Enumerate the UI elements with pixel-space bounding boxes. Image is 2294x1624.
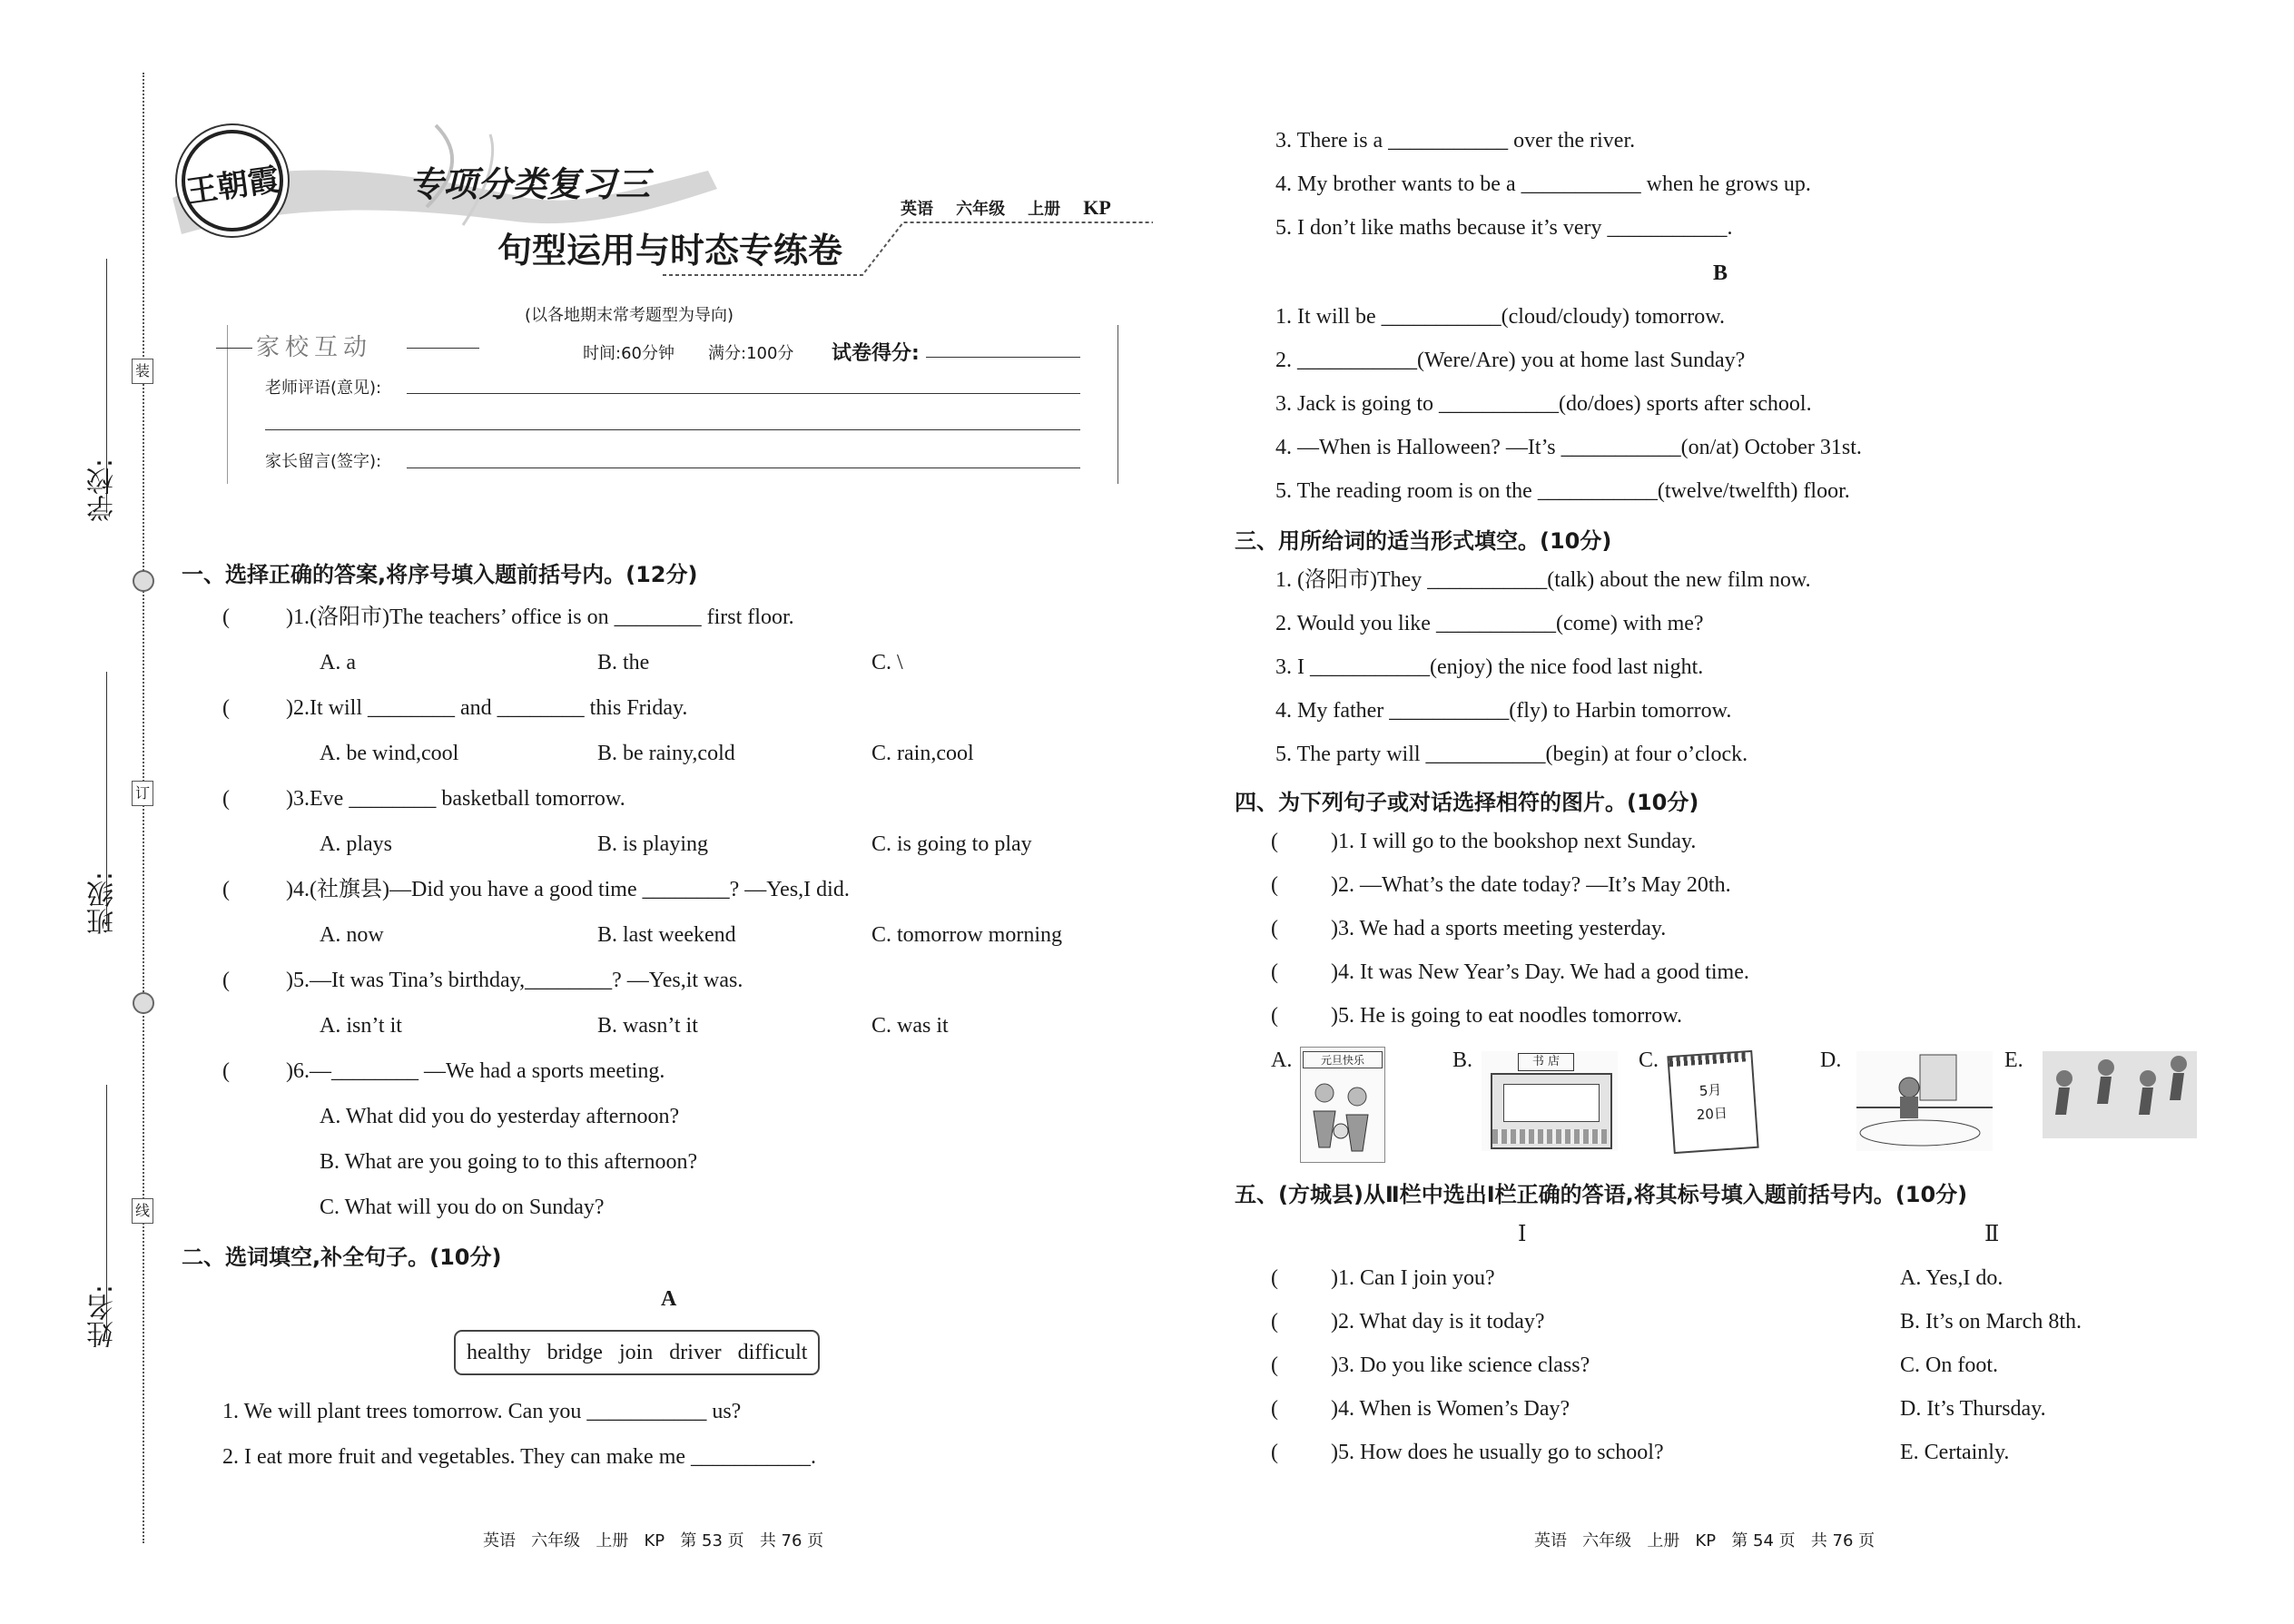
s2a-item-5: 5. I don’t like maths because it’s very ___________. xyxy=(1275,216,1733,240)
tag-subject: 英语 xyxy=(901,200,933,219)
deco-line xyxy=(407,348,479,349)
binding-char-2: 订 xyxy=(132,781,153,806)
answer-paren[interactable]: ( xyxy=(1271,1310,1278,1334)
binding-char-3: 线 xyxy=(132,1198,153,1224)
tag-edition: KP xyxy=(1083,196,1111,219)
s1-q6-option-c: C. What will you do on Sunday? xyxy=(320,1196,605,1219)
answer-paren[interactable]: ( xyxy=(1271,960,1278,984)
s3-item-2: 2. Would you like ___________(come) with me? xyxy=(1275,612,1704,635)
s5-question-1: ( )1. Can I join you? xyxy=(1271,1266,1495,1290)
s4-item-5: ( )5. He is going to eat noodles tomorrow. xyxy=(1271,1004,1683,1028)
s1-q3-option-b: B. is playing xyxy=(597,832,709,856)
section2-heading: 二、选词填空,补全句子。(10分) xyxy=(182,1245,502,1270)
pic-label-e: E. xyxy=(2004,1048,2023,1072)
pic-d-noodles-image xyxy=(1856,1051,1993,1151)
s2a-item-2: 2. I eat more fruit and vegetables. They can make me ___________. xyxy=(222,1445,817,1469)
pic-label-d: D. xyxy=(1820,1048,1842,1072)
section2-part-b: B xyxy=(1713,261,1728,285)
s1-q3: ( )3.Eve ________ basketball tomorrow. xyxy=(222,787,625,811)
s1-q2-option-c: C. rain,cool xyxy=(871,742,974,765)
parent-message-label: 家长留言(签字): xyxy=(265,452,382,471)
answer-paren[interactable]: ( xyxy=(222,696,230,720)
answer-paren[interactable]: ( xyxy=(222,1059,230,1083)
pic-b-bookshop-image xyxy=(1482,1051,1618,1151)
binding-hole-icon xyxy=(133,992,154,1014)
subtitle: (以各地期末常考题型为导向) xyxy=(525,306,734,325)
s1-q1-stem: (洛阳市)The teachers’ office is on ________ first floor. xyxy=(310,605,794,629)
s1-q5-option-b: B. wasn’t it xyxy=(597,1014,698,1038)
answer-paren[interactable]: ( xyxy=(1271,830,1278,853)
children-dancing-icon xyxy=(1305,1075,1381,1158)
pic-b-sign: 书 店 xyxy=(1518,1053,1574,1071)
s2b-item-5: 5. The reading room is on the ___________(twelve/twelfth) floor. xyxy=(1275,479,1850,503)
s1-q3-option-a: A. plays xyxy=(320,832,392,856)
answer-paren[interactable]: ( xyxy=(1271,1266,1278,1290)
section4-heading: 四、为下列句子或对话选择相符的图片。(10分) xyxy=(1235,790,1699,815)
s2a-item-3: 3. There is a ___________ over the river. xyxy=(1275,129,1636,153)
s2a-item-4: 4. My brother wants to be a ___________ when he grows up. xyxy=(1275,172,1811,196)
s5-answer-b: B. It’s on March 8th. xyxy=(1900,1310,2082,1334)
pic-c-calendar-image xyxy=(1667,1050,1758,1154)
s1-q2-option-b: B. be rainy,cold xyxy=(597,742,735,765)
time-info: 时间:60分钟 xyxy=(583,344,674,363)
s1-q4-stem: (社旗县)—Did you have a good time ________? —Yes,I did. xyxy=(310,878,850,901)
s1-q4-option-c: C. tomorrow morning xyxy=(871,923,1062,947)
running-children-icon xyxy=(2043,1051,2197,1138)
teacher-comment-field[interactable] xyxy=(407,393,1080,394)
s1-q4: ( )4.(社旗县)—Did you have a good time ________? —Yes,I did. xyxy=(222,878,850,901)
teacher-comment-field-2[interactable] xyxy=(265,429,1080,430)
s5-question-4: ( )4. When is Women’s Day? xyxy=(1271,1397,1570,1421)
s1-q5: ( )5.—It was Tina’s birthday,________? —Yes,it was. xyxy=(222,969,743,992)
answer-paren[interactable]: ( xyxy=(1271,1441,1278,1464)
logo-text: 王朝霞 xyxy=(184,162,281,211)
answer-paren[interactable]: ( xyxy=(1271,1397,1278,1421)
s1-q6-option-a: A. What did you do yesterday afternoon? xyxy=(320,1105,680,1128)
s5-answer-a: A. Yes,I do. xyxy=(1900,1266,2004,1290)
pic-a-banner: 元旦快乐 xyxy=(1303,1051,1383,1068)
s4-item-4: ( )4. It was New Year’s Day. We had a good time. xyxy=(1271,960,1749,984)
tag-term: 上册 xyxy=(1028,200,1061,219)
s1-q5-stem: —It was Tina’s birthday,________? —Yes,it was. xyxy=(310,969,743,992)
answer-paren[interactable]: ( xyxy=(1271,1353,1278,1377)
deco-line xyxy=(216,348,252,349)
school-label: 学校: xyxy=(87,458,119,523)
s2b-item-2: 2. ___________(Were/Are) you at home last Sunday? xyxy=(1275,349,1746,372)
s1-q3-option-c: C. is going to play xyxy=(871,832,1032,856)
calendar-rings-icon xyxy=(1669,1052,1747,1067)
score-field[interactable] xyxy=(926,357,1080,358)
main-title: 句型运用与时态专练卷 xyxy=(497,231,843,271)
s1-q2: ( )2.It will ________ and ________ this Friday. xyxy=(222,696,688,720)
pic-c-day: 20日 xyxy=(1696,1104,1728,1124)
name-label: 姓名: xyxy=(87,1284,119,1349)
answer-paren[interactable]: ( xyxy=(1271,873,1278,897)
s4-item-2: ( )2. —What’s the date today? —It’s May 20th. xyxy=(1271,873,1731,897)
s1-q1: ( )1.(洛阳市)The teachers’ office is on ________ first floor. xyxy=(222,605,794,629)
s5-question-3: ( )3. Do you like science class? xyxy=(1271,1353,1590,1377)
s2b-item-3: 3. Jack is going to ___________(do/does) sports after school. xyxy=(1275,392,1812,416)
s5-answer-e: E. Certainly. xyxy=(1900,1441,2010,1464)
s1-q1-option-c: C. \ xyxy=(871,651,903,674)
s1-q6-stem: —________ —We had a sports meeting. xyxy=(310,1059,665,1083)
s5-answer-d: D. It’s Thursday. xyxy=(1900,1397,2046,1421)
answer-paren[interactable]: ( xyxy=(1271,1004,1278,1028)
s1-q2-stem: It will ________ and ________ this Friday. xyxy=(310,696,688,720)
s2b-item-1: 1. It will be ___________(cloud/cloudy) tomorrow. xyxy=(1275,305,1726,329)
answer-paren[interactable]: ( xyxy=(222,787,230,811)
pic-label-a: A. xyxy=(1271,1048,1293,1072)
score-label: 试卷得分: xyxy=(832,342,920,365)
s1-q6-option-b: B. What are you going to to this afternoon? xyxy=(320,1150,698,1174)
footer-left: 英语 六年级 上册 KP 第 53 页 共 76 页 xyxy=(483,1531,824,1550)
s5-question-2: ( )2. What day is it today? xyxy=(1271,1310,1545,1334)
section1-heading: 一、选择正确的答案,将序号填入题前括号内。(12分) xyxy=(182,562,698,587)
family-school-label: 家校互动 xyxy=(256,334,373,361)
tag-grade: 六年级 xyxy=(956,200,1006,219)
s3-item-4: 4. My father ___________(fly) to Harbin tomorrow. xyxy=(1275,699,1732,723)
answer-paren[interactable]: ( xyxy=(222,605,230,629)
section5-heading: 五、(方城县)从Ⅱ栏中选出Ⅰ栏正确的答语,将其标号填入题前括号内。(10分) xyxy=(1235,1182,1968,1207)
s3-item-1: 1. (洛阳市)They ___________(talk) about the new film now. xyxy=(1275,568,1811,592)
tag-bar xyxy=(901,196,1111,220)
binding-hole-icon xyxy=(133,570,154,592)
s5-answer-c: C. On foot. xyxy=(1900,1353,1998,1377)
series-title: 专项分类复习三 xyxy=(409,164,651,204)
word-box: healthy bridge join driver difficult xyxy=(454,1330,820,1375)
binding-char-1: 装 xyxy=(132,359,153,384)
footer-right: 英语 六年级 上册 KP 第 54 页 共 76 页 xyxy=(1534,1531,1876,1550)
s3-item-5: 5. The party will ___________(begin) at four o’clock. xyxy=(1275,743,1748,766)
pic-label-b: B. xyxy=(1452,1048,1473,1072)
class-label: 班级: xyxy=(87,871,119,936)
s1-q5-option-a: A. isn’t it xyxy=(320,1014,402,1038)
binding-dotted-line xyxy=(143,73,144,1543)
section2-part-a: A xyxy=(661,1287,677,1311)
s1-q1-option-a: A. a xyxy=(320,651,356,674)
logo-seal xyxy=(182,130,283,231)
pic-e-sports-image xyxy=(2043,1051,2197,1138)
column-1-label: Ⅰ xyxy=(1518,1223,1527,1246)
s1-q5-option-c: C. was it xyxy=(871,1014,949,1038)
boy-eating-icon xyxy=(1856,1051,1993,1151)
s1-q4-option-a: A. now xyxy=(320,923,384,947)
pic-a-new-year-image xyxy=(1300,1047,1385,1163)
pic-c-month: 5月 xyxy=(1698,1081,1722,1100)
column-2-label: Ⅱ xyxy=(1984,1223,2000,1246)
s4-item-1: ( )1. I will go to the bookshop next Sunday. xyxy=(1271,830,1697,853)
s2b-item-4: 4. —When is Halloween? —It’s ___________(on/at) October 31st. xyxy=(1275,436,1862,459)
s1-q1-option-b: B. the xyxy=(597,651,650,674)
shop-front-icon xyxy=(1491,1073,1612,1149)
s4-item-3: ( )3. We had a sports meeting yesterday. xyxy=(1271,917,1667,940)
s3-item-3: 3. I ___________(enjoy) the nice food last night. xyxy=(1275,655,1704,679)
answer-paren[interactable]: ( xyxy=(1271,917,1278,940)
s1-q3-stem: Eve ________ basketball tomorrow. xyxy=(310,787,625,811)
s1-q2-option-a: A. be wind,cool xyxy=(320,742,459,765)
s1-q4-option-b: B. last weekend xyxy=(597,923,736,947)
pic-label-c: C. xyxy=(1639,1048,1659,1072)
answer-paren[interactable]: ( xyxy=(222,969,230,992)
answer-paren[interactable]: ( xyxy=(222,878,230,901)
s2a-item-1: 1. We will plant trees tomorrow. Can you ___________ us? xyxy=(222,1400,742,1423)
s1-q6: ( )6.—________ —We had a sports meeting. xyxy=(222,1059,665,1083)
s5-question-5: ( )5. How does he usually go to school? xyxy=(1271,1441,1664,1464)
section3-heading: 三、用所给词的适当形式填空。(10分) xyxy=(1235,528,1612,554)
teacher-comment-label: 老师评语(意见): xyxy=(265,379,382,398)
full-score: 满分:100分 xyxy=(708,344,794,363)
